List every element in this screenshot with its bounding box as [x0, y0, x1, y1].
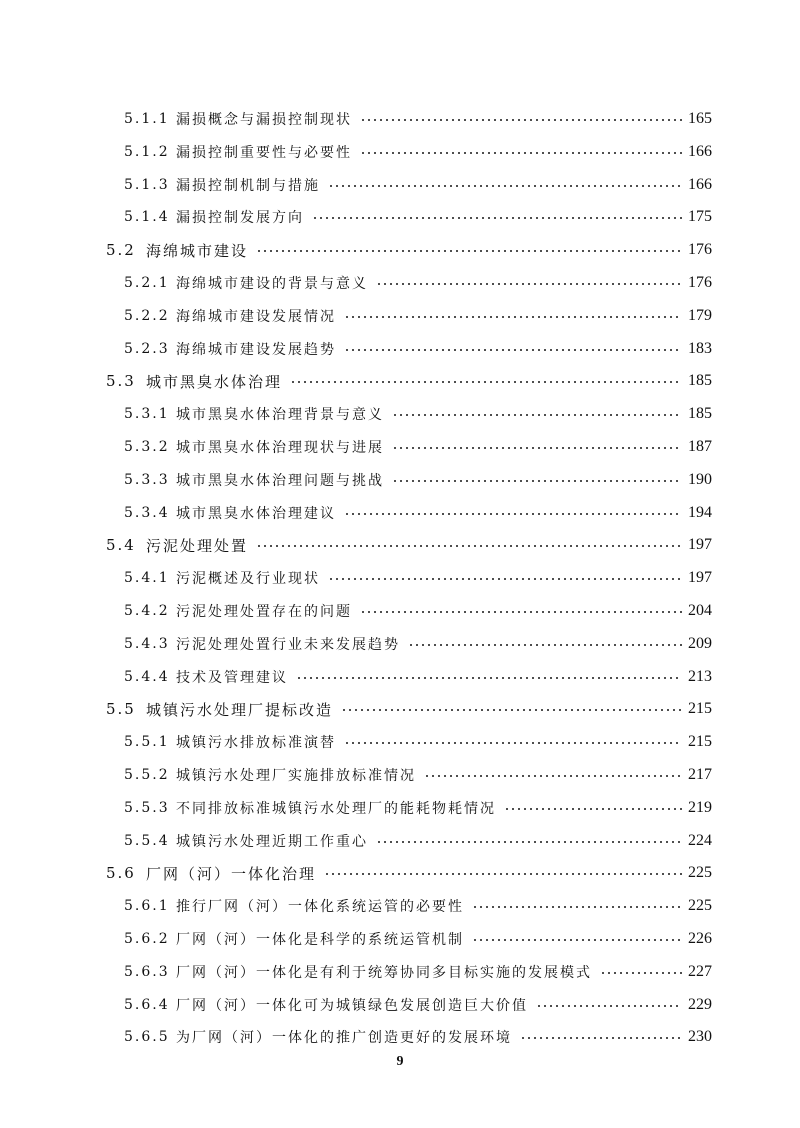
toc-entry-number: 5.1.2: [124, 143, 170, 160]
toc-leader-dots: [392, 414, 682, 416]
toc-entry-page: 179: [688, 306, 712, 324]
toc-entry-number: 5.4.1: [124, 570, 170, 587]
toc-subsection-entry: [124, 958, 712, 986]
toc-subsection-entry: [124, 499, 712, 527]
toc-entry-number: 5.2.2: [124, 307, 170, 324]
toc-section-entry: [106, 859, 712, 887]
toc-leader-dots: [472, 906, 682, 908]
toc-leader-dots: [290, 381, 682, 383]
toc-entry-page: 229: [688, 995, 712, 1013]
toc-section-entry: [106, 367, 712, 395]
toc-entry-number: 5.6: [106, 864, 136, 883]
toc-entry-number: 5.5.2: [124, 767, 170, 783]
toc-subsection-entry: [124, 761, 712, 789]
toc-entry-page: 197: [688, 569, 712, 587]
toc-entry-page: 215: [688, 733, 712, 751]
toc-leader-dots: [520, 1037, 682, 1039]
toc-subsection-entry: [124, 630, 712, 658]
toc-subsection-entry: [124, 597, 712, 625]
toc-entry-page: 225: [688, 897, 712, 915]
toc-entry-title: 城市黑臭水体治理现状与进展: [176, 440, 384, 456]
toc-leader-dots: [504, 808, 682, 810]
toc-entry-number: 5.1.1: [124, 111, 170, 127]
toc-entry-page: 209: [688, 634, 712, 652]
toc-subsection-entry: [124, 466, 712, 494]
toc-leader-dots: [360, 611, 682, 613]
toc-entry-page: 217: [688, 766, 712, 783]
toc-subsection-entry: [124, 827, 712, 855]
toc-entry-page: 183: [688, 339, 712, 357]
toc-entry-title: 厂网（河）一体化是科学的系统运管机制: [176, 932, 464, 948]
toc-entry-number: 5.2.1: [124, 275, 170, 291]
toc-entry-title: 漏损控制机制与措施: [176, 177, 320, 194]
toc-entry-title: 城镇污水处理厂提标改造: [146, 700, 334, 719]
toc-leader-dots: [392, 447, 682, 449]
toc-entry-number: 5.4.3: [124, 635, 170, 652]
toc-leader-dots: [312, 217, 682, 219]
toc-entry-title: 技术及管理建议: [176, 669, 288, 686]
toc-entry-title: 厂网（河）一体化治理: [146, 864, 317, 883]
toc-entry-number: 5.3: [106, 372, 136, 391]
toc-leader-dots: [376, 283, 682, 285]
toc-entry-page: 176: [688, 274, 712, 291]
toc-entry-title: 海绵城市建设: [146, 241, 249, 260]
toc-entry-title: 海绵城市建设发展趋势: [176, 341, 336, 358]
toc-subsection-entry: [124, 991, 712, 1019]
toc-entry-title: 城镇污水排放标准演替: [176, 735, 336, 752]
toc-section-entry: [106, 531, 712, 559]
toc-entry-title: 为厂网（河）一体化的推广创造更好的发展环境: [176, 1030, 512, 1047]
toc-leader-dots: [600, 972, 682, 974]
toc-entry-page: 165: [688, 110, 712, 127]
toc-leader-dots: [324, 873, 682, 875]
toc-subsection-entry: [124, 335, 712, 363]
toc-entry-title: 漏损控制重要性与必要性: [176, 144, 352, 161]
toc-entry-title: 污泥处理处置行业未来发展趋势: [176, 636, 400, 653]
toc-leader-dots: [536, 1005, 682, 1007]
toc-entry-number: 5.2: [106, 241, 136, 260]
toc-entry-title: 城市黑臭水体治理背景与意义: [176, 407, 384, 424]
toc-entry-title: 城市黑臭水体治理: [146, 372, 283, 391]
toc-entry-title: 污泥处理处置: [146, 536, 249, 555]
toc-entry-page: 225: [688, 864, 712, 882]
toc-entry-page: 219: [688, 798, 712, 816]
toc-entry-page: 176: [688, 241, 712, 259]
toc-leader-dots: [344, 513, 682, 515]
toc-leader-dots: [328, 185, 682, 187]
toc-subsection-entry: [124, 892, 712, 920]
toc-entry-page: 224: [688, 831, 712, 849]
toc-entry-number: 5.5.4: [124, 832, 170, 849]
toc-leader-dots: [472, 939, 682, 941]
toc-entry-number: 5.3.2: [124, 439, 170, 455]
toc-entry-page: 213: [688, 667, 712, 685]
toc-leader-dots: [376, 841, 682, 843]
toc-leader-dots: [344, 742, 682, 744]
toc-leader-dots: [341, 709, 682, 711]
toc-entry-number: 5.1.4: [124, 209, 170, 226]
toc-entry-number: 5.6.1: [124, 898, 170, 915]
toc-leader-dots: [344, 349, 682, 351]
toc-entry-page: 215: [688, 700, 712, 718]
toc-entry-title: 污泥处理处置存在的问题: [176, 604, 352, 620]
toc-entry-number: 5.6.5: [124, 1029, 170, 1046]
toc-entry-page: 175: [688, 208, 712, 226]
toc-subsection-entry: [124, 728, 712, 756]
toc-entry-page: 194: [688, 503, 712, 521]
toc-subsection-entry: [124, 400, 712, 428]
toc-leader-dots: [424, 775, 682, 777]
toc-subsection-entry: [124, 925, 712, 953]
toc-subsection-entry: [124, 105, 712, 133]
toc-subsection-entry: [124, 1023, 712, 1051]
toc-entry-number: 5.3.4: [124, 504, 170, 521]
toc-subsection-entry: [124, 433, 712, 461]
toc-entry-title: 漏损概念与漏损控制现状: [176, 112, 352, 128]
toc-entry-number: 5.4: [106, 536, 136, 555]
toc-entry-number: 5.1.3: [124, 176, 170, 193]
toc-leader-dots: [360, 152, 682, 154]
toc-subsection-entry: [124, 171, 712, 199]
toc-leader-dots: [392, 480, 682, 482]
toc-entry-title: 不同排放标准城镇污水处理厂的能耗物耗情况: [176, 800, 496, 817]
toc-entry-page: 190: [688, 470, 712, 488]
toc-leader-dots: [328, 578, 682, 580]
toc-subsection-entry: [124, 203, 712, 231]
toc-entry-number: 5.3.3: [124, 471, 170, 488]
toc-entry-number: 5.3.1: [124, 406, 170, 423]
toc-entry-title: 城镇污水处理厂实施排放标准情况: [176, 768, 416, 784]
toc-entry-page: 185: [688, 372, 712, 390]
toc-entry-number: 5.5.3: [124, 799, 170, 816]
toc-entry-title: 污泥概述及行业现状: [176, 571, 320, 588]
toc-entry-page: 166: [688, 175, 712, 193]
toc-subsection-entry: [124, 564, 712, 592]
toc-entry-page: 166: [688, 142, 712, 160]
toc-subsection-entry: [124, 138, 712, 166]
toc-entry-title: 厂网（河）一体化可为城镇绿色发展创造巨大价值: [176, 997, 528, 1014]
toc-entry-title: 漏损控制发展方向: [176, 210, 304, 227]
toc-entry-page: 187: [688, 438, 712, 455]
toc-entry-title: 城市黑臭水体治理问题与挑战: [176, 472, 384, 489]
toc-entry-title: 厂网（河）一体化是有利于统筹协同多目标实施的发展模式: [176, 964, 592, 981]
toc-entry-number: 5.5: [106, 700, 136, 719]
toc-leader-dots: [256, 545, 682, 547]
toc-entry-title: 海绵城市建设发展情况: [176, 308, 336, 325]
toc-entry-title: 推行厂网（河）一体化系统运管的必要性: [176, 899, 464, 916]
toc-subsection-entry: [124, 663, 712, 691]
toc-entry-title: 海绵城市建设的背景与意义: [176, 276, 368, 292]
toc-entry-number: 5.6.2: [124, 931, 170, 947]
toc-entry-page: 204: [688, 602, 712, 619]
toc-entry-title: 城镇污水处理近期工作重心: [176, 833, 368, 850]
toc-entry-number: 5.6.4: [124, 996, 170, 1013]
toc-section-entry: [106, 695, 712, 723]
toc-entry-page: 230: [688, 1028, 712, 1046]
toc-entry-number: 5.6.3: [124, 963, 170, 980]
toc-entry-page: 227: [688, 962, 712, 980]
toc-entry-number: 5.4.2: [124, 603, 170, 619]
toc-subsection-entry: [124, 302, 712, 330]
toc-entry-title: 城市黑臭水体治理建议: [176, 505, 336, 522]
toc-entry-number: 5.5.1: [124, 734, 170, 751]
toc-entry-page: 197: [688, 536, 712, 554]
toc-leader-dots: [256, 250, 682, 252]
toc-section-entry: [106, 236, 712, 264]
toc-entry-number: 5.4.4: [124, 668, 170, 685]
page-number: 9: [396, 1054, 404, 1069]
toc-leader-dots: [360, 119, 682, 121]
toc-leader-dots: [296, 677, 682, 679]
toc-leader-dots: [408, 644, 682, 646]
toc-entry-page: 226: [688, 930, 712, 947]
toc-entry-number: 5.2.3: [124, 340, 170, 357]
toc-subsection-entry: [124, 269, 712, 297]
toc-entry-page: 185: [688, 405, 712, 423]
toc-leader-dots: [344, 316, 682, 318]
toc-subsection-entry: [124, 794, 712, 822]
